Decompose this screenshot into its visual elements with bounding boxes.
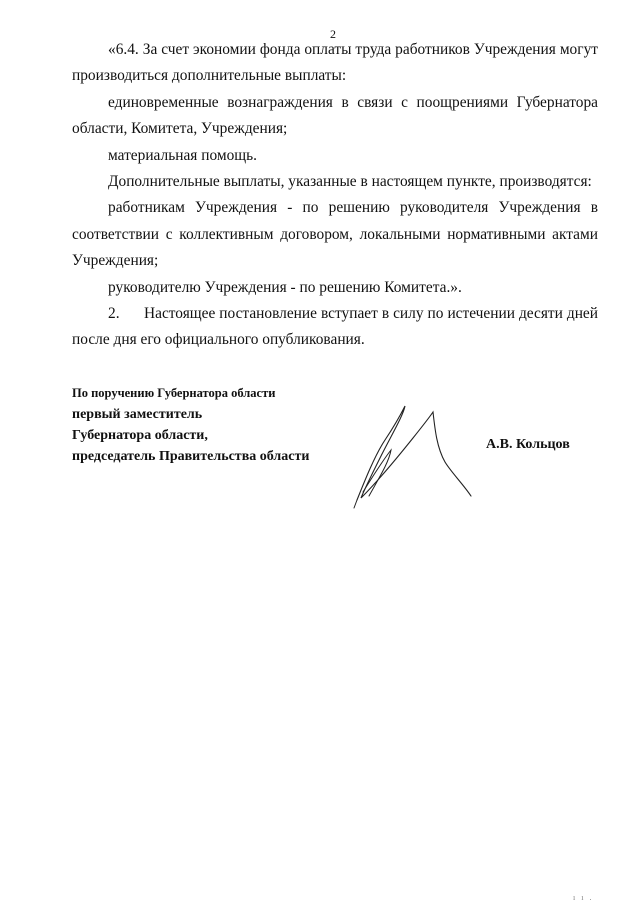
- paragraph-material-aid: материальная помощь.: [108, 146, 258, 164]
- signature-title-line-2: Губернатора области,: [72, 428, 208, 443]
- clause-2-text: Настоящее постановление вступает в силу по истечении десяти дней после дня его официального опубликования.: [72, 305, 598, 349]
- clause-2-number: 2.: [108, 305, 120, 323]
- page-number: 2: [330, 27, 336, 41]
- signature-block: [72, 383, 309, 467]
- signatory-name: А.В. Кольцов: [486, 437, 570, 452]
- corner-mark: ı ı .: [573, 893, 594, 902]
- paragraph-6-4-intro: «6.4. За счет экономии фонда оплаты труда работников Учреждения могут производиться дополнительные выплаты:: [72, 41, 598, 85]
- paragraph-employees: работникам Учреждения - по решению руководителя Учреждения в соответствии с коллективным договором, локальными нормативными актами Учреждения;: [72, 199, 598, 270]
- paragraph-additional-payments: Дополнительные выплаты, указанные в настоящем пункте, производятся:: [108, 173, 592, 191]
- handwritten-signature: [345, 400, 485, 510]
- paragraph-director: руководителю Учреждения - по решению Комитета.».: [108, 278, 462, 296]
- document-body: [72, 37, 598, 354]
- clause-2: [72, 301, 598, 354]
- signature-title-line-1: первый заместитель: [72, 407, 203, 422]
- signature-title-line-3: председатель Правительства области: [72, 449, 310, 464]
- signature-on-behalf: По поручению Губернатора области: [72, 386, 276, 400]
- paragraph-one-time-rewards: единовременные вознаграждения в связи с поощрениями Губернатора области, Комитета, Учреждения;: [72, 93, 598, 138]
